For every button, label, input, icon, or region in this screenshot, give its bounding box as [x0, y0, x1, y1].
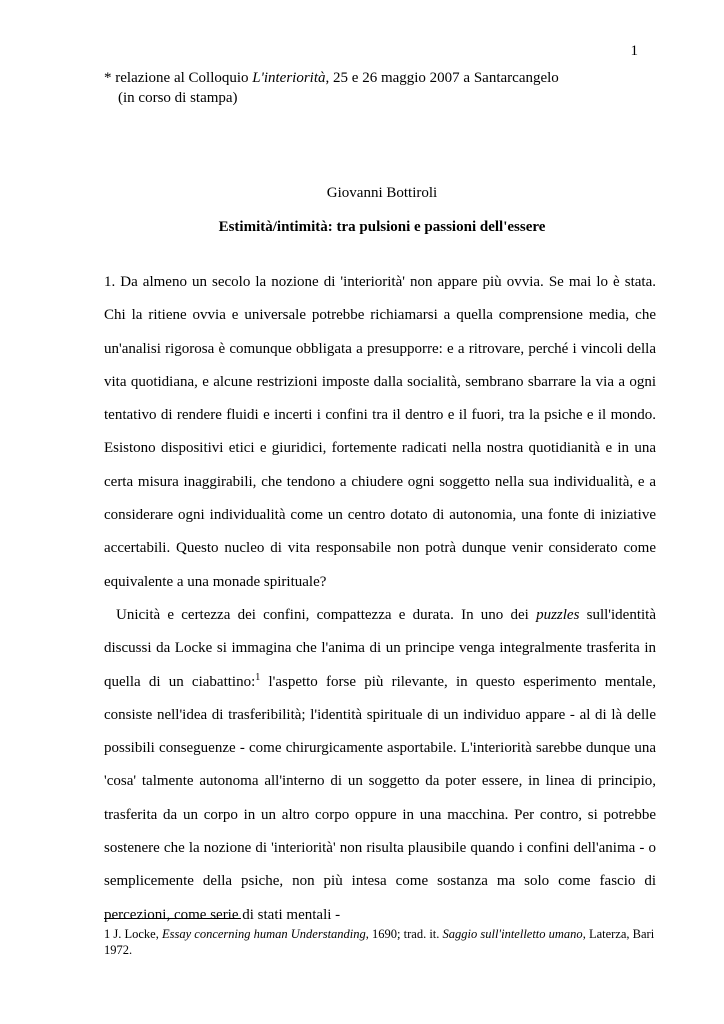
paragraph-2-italic: puzzles: [536, 606, 580, 623]
footnote: [104, 926, 656, 958]
note-suffix: , 25 e 26 maggio 2007 a Santarcangelo: [325, 70, 559, 86]
paragraph-2-part-c: l'aspetto forse più rilevante, in questo esperimento mentale, consiste nell'idea di trasferibilità; l'identità spirituale di un individuo appare - al di là delle possibili conseguenze - come chirurgicamente asportabile. L'interiorità sarebbe dunque una 'cosa' talmente autonoma all'interno di un soggetto da poter essere, in linea di principio, trasferita da un corpo in un altro corpo oppure in una macchina. Per contro, si potrebbe sostenere che la nozione di 'interiorità' non risulta plausibile quando i confini dell'anima - o semplicemente della psiche, non più intesa come sostanza ma solo come fascio di percezioni, come serie di stati mentali -: [104, 673, 656, 923]
footnote-divider: [104, 918, 241, 919]
header-note: [104, 68, 664, 108]
body-text: [104, 266, 656, 932]
footnote-work-1: Essay concerning human Understanding: [161, 927, 366, 941]
paragraph-2-part-b: sull'identità discussi da Locke si immagina che l'anima di un principe venga integralmente trasferita in quella di un ciabattino:: [104, 606, 656, 690]
footnote-reference: 1: [255, 671, 261, 683]
paragraph-2-part-a: Unicità e certezza dei confini, compattezza e durata. In uno dei: [116, 606, 537, 623]
footnote-work-2: Saggio sull'intelletto umano: [442, 927, 583, 941]
paragraph-2: [104, 599, 656, 932]
footnote-tail: , Laterza, Bari 1972.: [104, 927, 655, 957]
footnote-mid: , 1690; trad. it.: [365, 927, 443, 941]
note-prefix: * relazione al Colloquio: [104, 70, 253, 86]
paragraph-1: 1. Da almeno un secolo la nozione di 'interiorità' non appare più ovvia. Se mai lo è stata. Chi la ritiene ovvia e universale potrebbe richiamarsi a quella comprensione media, che un'analisi rigorosa è comunque obbligata a presupporre: e a ritrovare, perché i vincoli della vita quotidiana, e alcune restrizioni imposte dalla socialità, sembrano sbarrare la via a ogni tentativo di rendere fluidi e incerti i confini tra il dentro e il fuori, tra la psiche e il mondo. Esistono dispositivi etici e giuridici, fortemente radicati nella nostra quotidianità e in una certa misura inaggirabili, che tendono a chiudere ogni soggetto nella sua individualità, e a considerare ogni individualità come un centro dotato di autonomia, una fonte di iniziative accertabili. Questo nucleo di vita responsabile non potrà dunque venir considerato come equivalente a una monade spirituale?: [104, 274, 656, 590]
footnote-lead: 1 J. Locke,: [104, 927, 162, 941]
paper-title: Estimità/intimità: tra pulsioni e passioni dell'essere: [218, 219, 546, 235]
page-number: 1: [630, 43, 638, 59]
note-event-title: L'interiorità: [252, 70, 326, 86]
note-status: (in corso di stampa): [118, 90, 238, 106]
author-name: Giovanni Bottiroli: [326, 185, 438, 201]
